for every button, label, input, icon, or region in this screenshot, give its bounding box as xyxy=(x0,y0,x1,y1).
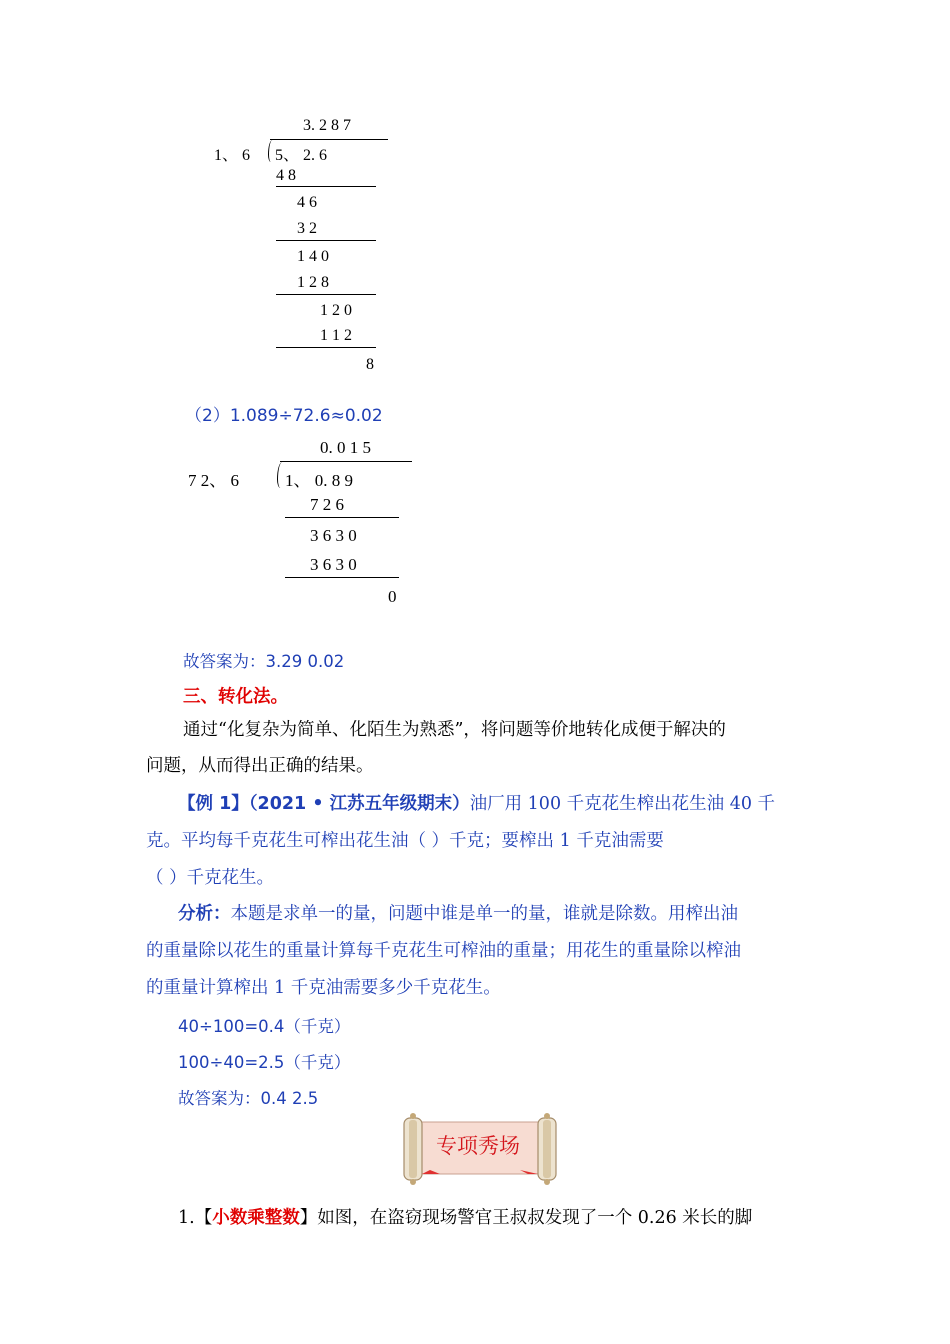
division-step: 1 2 8 xyxy=(297,274,329,291)
divisor-2: 7 2、 6 xyxy=(188,471,239,490)
division-line xyxy=(276,347,376,348)
division-line xyxy=(285,577,399,578)
division-step: 3 6 3 0 xyxy=(310,526,357,545)
problem-2-label: （2）1.089÷72.6≈0.02 xyxy=(185,406,383,426)
analysis-calc2: 100÷40=2.5（千克） xyxy=(178,1053,351,1072)
division-step: 4 8 xyxy=(276,167,296,184)
example-tag: 【例 1】 xyxy=(178,794,249,814)
analysis-answer: 故答案为：0.4 2.5 xyxy=(178,1089,319,1108)
analysis-calc1: 40÷100=0.4（千克） xyxy=(178,1017,351,1036)
analysis-label: 分析： xyxy=(178,904,231,924)
division-step: 1 1 2 xyxy=(320,327,352,344)
question-tag-open: 【 xyxy=(194,1208,213,1228)
question-text: 如图，在盗窃现场警官王叔叔发现了一个 0.26 米长的脚 xyxy=(317,1208,753,1228)
division-step: 3 2 xyxy=(297,220,317,237)
division-step: 7 2 6 xyxy=(310,495,344,514)
section-banner xyxy=(400,1112,560,1186)
analysis-line2: 的重量除以花生的重量计算每千克花生可榨油的重量；用花生的重量除以榨油 xyxy=(146,941,741,961)
example-text: 油厂用 100 千克花生榨出花生油 40 千 xyxy=(469,794,776,814)
division-step: 1 4 0 xyxy=(297,248,329,265)
example-1-line1 xyxy=(178,786,775,822)
division-remainder: 0 xyxy=(388,587,397,606)
division-line xyxy=(276,186,376,187)
division-step: 3 6 3 0 xyxy=(310,555,357,574)
section-intro-line2: 问题，从而得出正确的结果。 xyxy=(146,756,374,776)
question-tag-close: 】 xyxy=(299,1208,318,1228)
division-line xyxy=(285,517,399,518)
division-bar-2 xyxy=(280,461,412,462)
section-heading: 三、转化法。 xyxy=(183,687,288,707)
banner-title: 专项秀场 xyxy=(436,1134,520,1158)
analysis-line1 xyxy=(178,896,738,932)
example-source: （2021 • 江苏五年级期末） xyxy=(248,794,470,814)
dividend-1: 5、 2. 6 xyxy=(275,147,328,164)
analysis-line3: 的重量计算榨出 1 千克油需要多少千克花生。 xyxy=(146,978,501,998)
division-remainder: 8 xyxy=(366,356,374,373)
division-line xyxy=(276,240,376,241)
question-tag: 小数乘整数 xyxy=(212,1208,300,1228)
question-1 xyxy=(178,1200,752,1236)
divisor-1: 1、 6 xyxy=(214,147,251,164)
question-number: 1. xyxy=(178,1208,195,1228)
example-1-line3: （ ）千克花生。 xyxy=(146,868,275,888)
answer-1: 故答案为：3.29 0.02 xyxy=(183,652,345,671)
division-step: 4 6 xyxy=(297,194,317,211)
example-1-line2: 克。平均每千克花生可榨出花生油（ ）千克；要榨出 1 千克油需要 xyxy=(146,831,664,851)
analysis-text: 本题是求单一的量，问题中谁是单一的量，谁就是除数。用榨出油 xyxy=(230,904,738,924)
division-step: 1 2 0 xyxy=(320,302,352,319)
dividend-2: 1、 0. 8 9 xyxy=(285,471,353,490)
section-intro-line1: 通过“化复杂为简单、化陌生为熟悉”，将问题等价地转化成便于解决的 xyxy=(183,720,726,740)
quotient-1: 3. 2 8 7 xyxy=(303,117,351,134)
division-line xyxy=(276,294,376,295)
division-bar-1 xyxy=(270,139,388,140)
quotient-2: 0. 0 1 5 xyxy=(320,438,371,457)
